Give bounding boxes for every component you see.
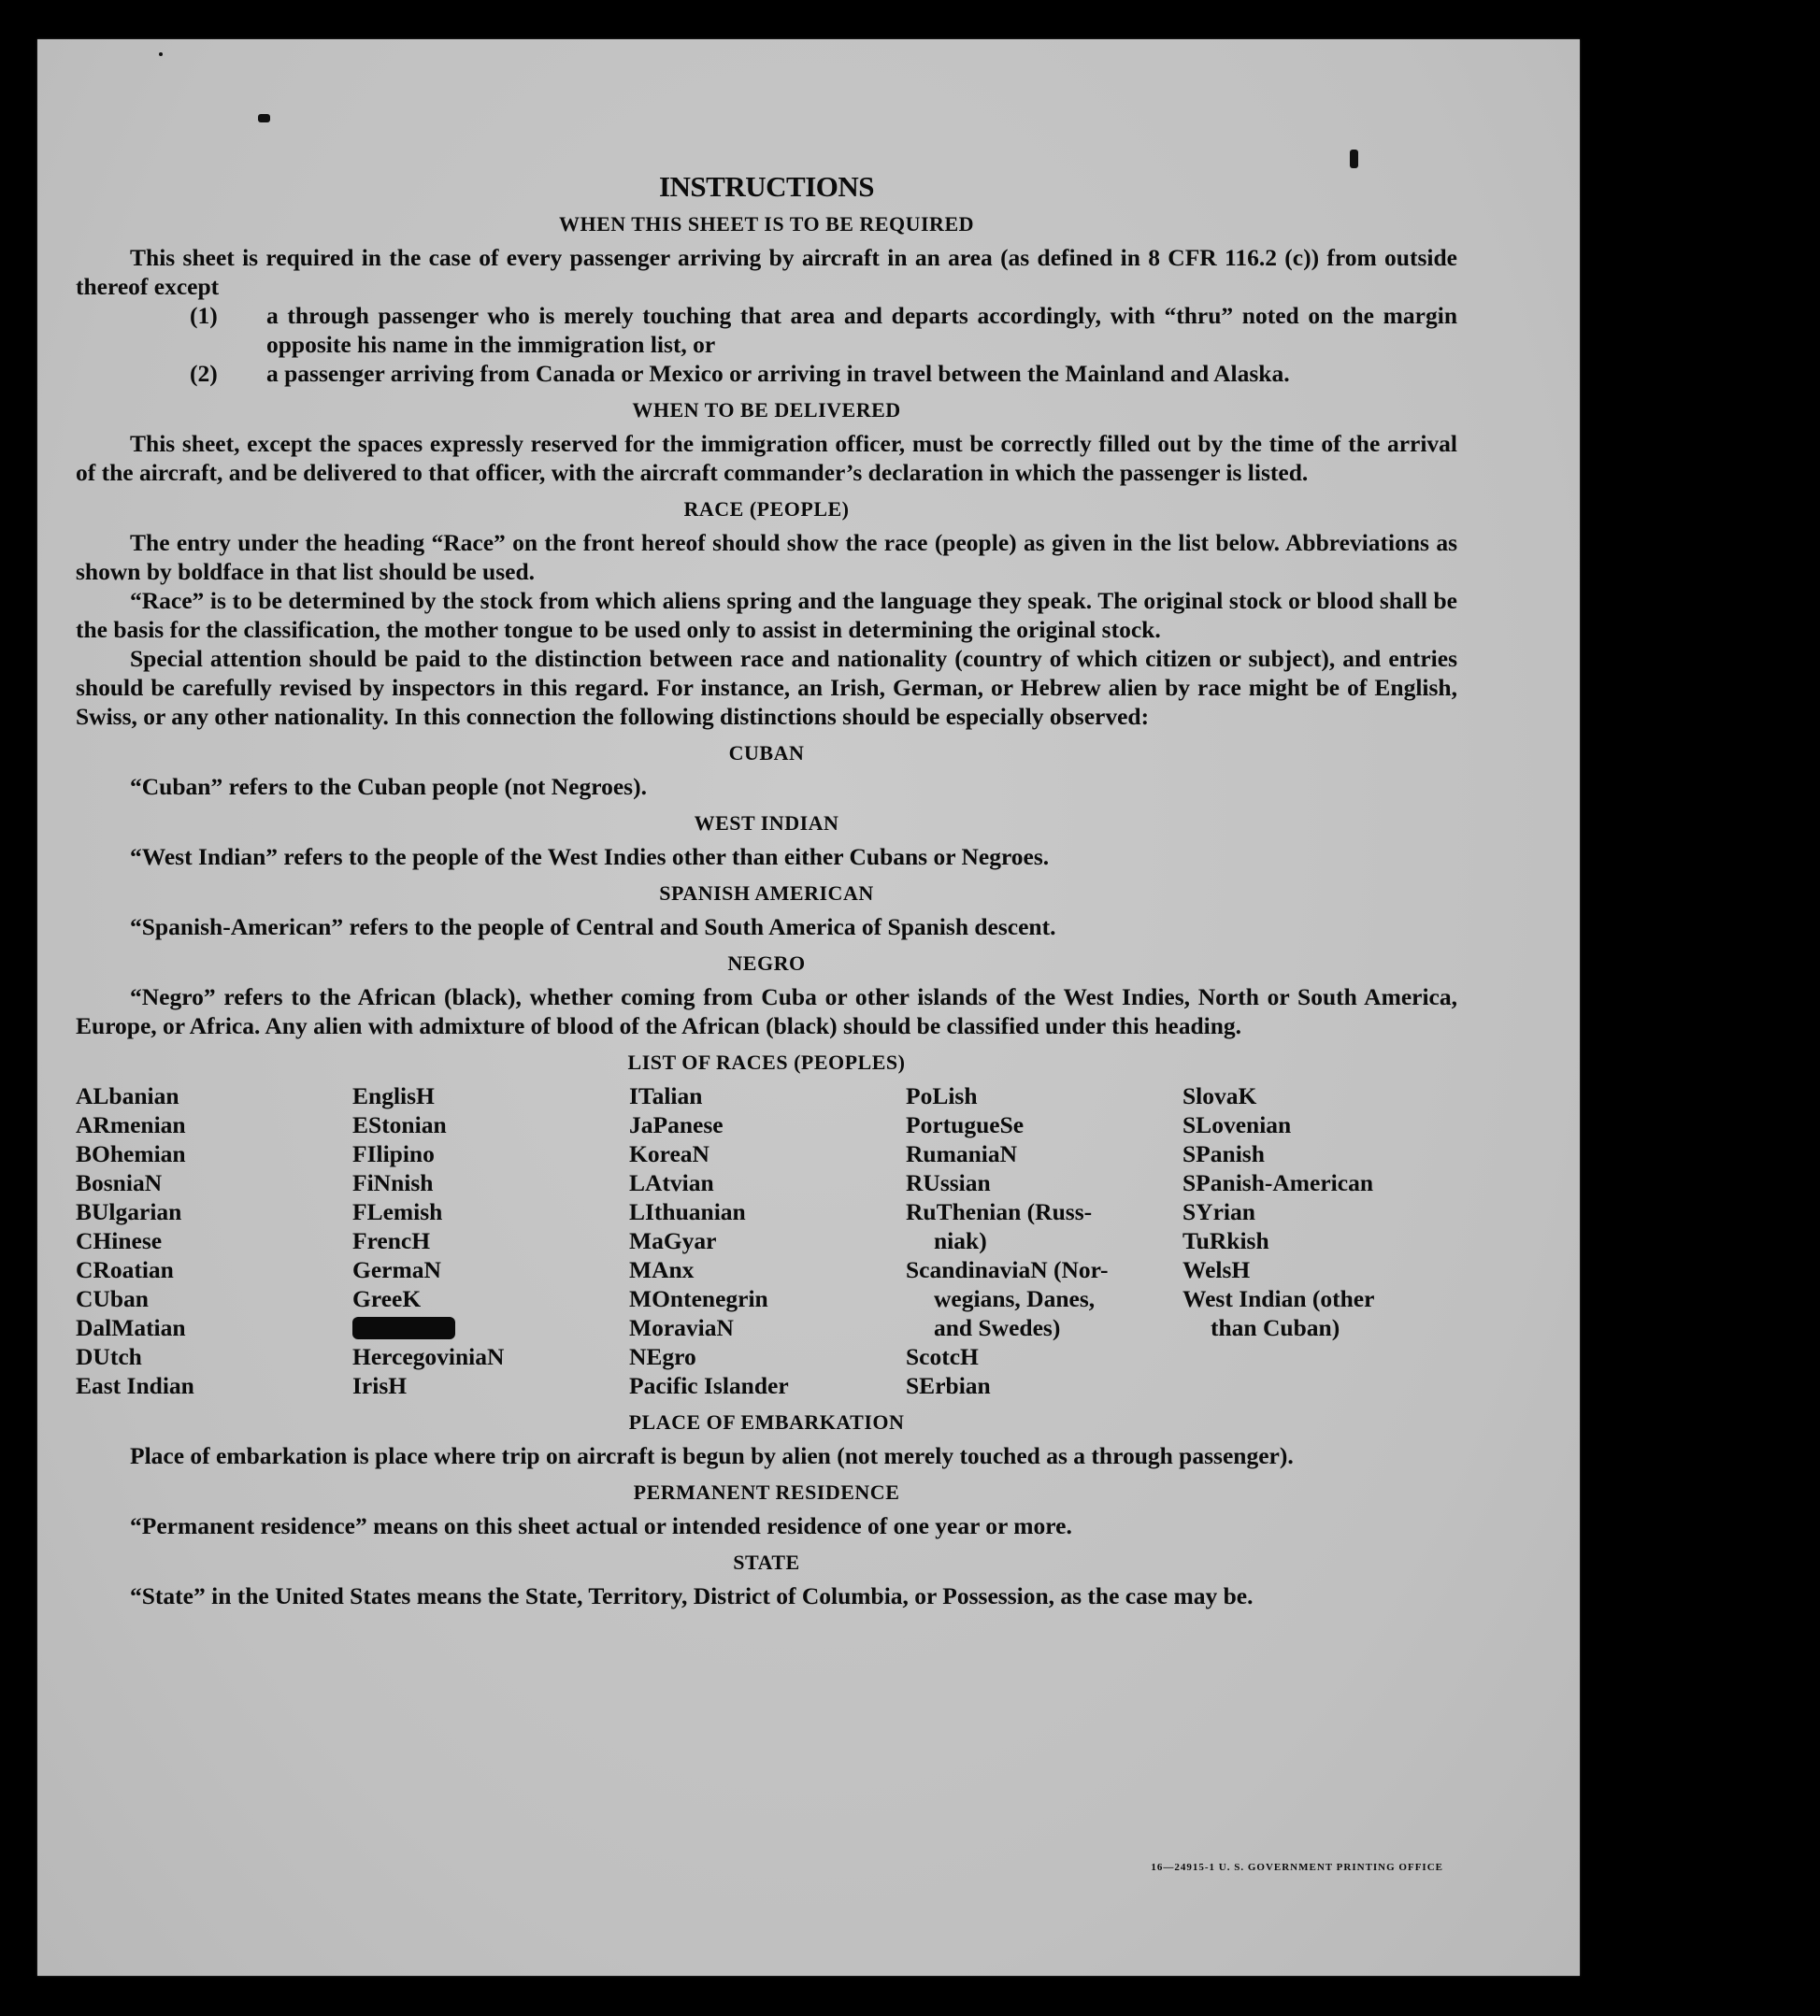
exception-item-1-number: (1): [190, 302, 218, 329]
scan-speck: [159, 52, 163, 56]
embarkation-text: Place of embarkation is place where trip on aircraft is begun by alien (not merely touched as a through passenger).: [130, 1442, 1294, 1469]
list-item: DalMatian: [76, 1314, 186, 1341]
heading-west-indian: WEST INDIAN: [694, 811, 839, 835]
list-item: GreeK: [352, 1285, 422, 1312]
list-item: West Indian (other: [1182, 1285, 1375, 1312]
negro-text: “Negro” refers to the African (black), whether coming from Cuba or other islands of the West Indies, North or South America, Europe, or Africa. Any alien with admixture of blood of the African (black) should be classified under this heading.: [76, 983, 1457, 1039]
list-item: ARmenian: [76, 1111, 186, 1138]
page-title: INSTRUCTIONS: [658, 170, 874, 203]
list-item: LIthuanian: [629, 1198, 746, 1225]
list-item: DUtch: [76, 1343, 142, 1370]
list-item: ITalian: [629, 1082, 703, 1109]
list-item: MOntenegrin: [629, 1285, 768, 1312]
list-item: ScotcH: [906, 1343, 979, 1370]
heading-race: RACE (PEOPLE): [683, 497, 850, 521]
list-item: Pacific Islander: [629, 1372, 789, 1399]
list-item: East Indian: [76, 1372, 194, 1399]
race-column-5: [1182, 1081, 1457, 1400]
list-item: FrencH: [352, 1227, 431, 1254]
heading-permanent-residence: PERMANENT RESIDENCE: [633, 1480, 900, 1504]
list-item: RUssian: [906, 1169, 991, 1196]
list-item: JaPanese: [629, 1111, 724, 1138]
spanish-american-text: “Spanish-American” refers to the people of Central and South America of Spanish descent.: [130, 913, 1056, 940]
exception-item-2-number: (2): [190, 360, 218, 387]
list-item: and Swedes): [934, 1314, 1061, 1341]
race-column-3: [629, 1081, 906, 1400]
list-item: PoLish: [906, 1082, 978, 1109]
list-item: MaGyar: [629, 1227, 717, 1254]
scan-speck: [1350, 150, 1358, 168]
list-item: SPanish: [1182, 1140, 1265, 1167]
list-item: BOhemian: [76, 1140, 186, 1167]
list-item: MAnx: [629, 1256, 695, 1283]
when-delivered-text: This sheet, except the spaces expressly reserved for the immigration officer, must be correctly filled out by the time of the arrival of the aircraft, and be delivered to that officer, with the aircraft commander’s declaration in which the passenger is listed.: [76, 430, 1457, 486]
list-item: GermaN: [352, 1256, 441, 1283]
race-column-1: [76, 1081, 352, 1400]
list-item: HercegoviniaN: [352, 1343, 505, 1370]
list-item: NEgro: [629, 1343, 696, 1370]
heading-when-required: WHEN THIS SHEET IS TO BE REQUIRED: [558, 212, 975, 236]
permanent-residence-text: “Permanent residence” means on this sheet actual or intended residence of one year or more.: [130, 1512, 1072, 1539]
list-item: SLovenian: [1182, 1111, 1292, 1138]
heading-cuban: CUBAN: [728, 741, 805, 765]
list-item: FiNnish: [352, 1169, 434, 1196]
redacted-entry: [352, 1313, 629, 1342]
list-item: ALbanian: [76, 1082, 179, 1109]
list-item: CUban: [76, 1285, 149, 1312]
heading-list-of-races: LIST OF RACES (PEOPLES): [627, 1051, 906, 1074]
list-item: WelsH: [1182, 1256, 1251, 1283]
race-paragraph-3: Special attention should be paid to the distinction between race and nationality (country of which citizen or subject), and entries should be carefully revised by inspectors in this regard. For instance, an Irish, German, or Hebrew alien by race might be of English, Swiss, or any other nationality. In this connection the following distinctions should be especially observed:: [76, 645, 1457, 730]
cuban-text: “Cuban” refers to the Cuban people (not Negroes).: [130, 773, 647, 800]
race-paragraph-1: The entry under the heading “Race” on the front hereof should show the race (people) as given in the list below. Abbreviations as shown by boldface in that list should be used.: [76, 529, 1457, 585]
list-item: EnglisH: [352, 1082, 435, 1109]
heading-negro: NEGRO: [727, 951, 806, 975]
scan-speck: [258, 114, 270, 122]
list-item: RuThenian (Russ-: [906, 1198, 1093, 1225]
document-page: [37, 39, 1580, 1976]
exception-item-1: [76, 301, 1457, 359]
list-item: FLemish: [352, 1198, 443, 1225]
race-column-2: [352, 1081, 629, 1400]
printing-office-code: 16—24915-1 U. S. GOVERNMENT PRINTING OFFICE: [1151, 1862, 1443, 1873]
list-item: RumaniaN: [906, 1140, 1018, 1167]
west-indian-text: “West Indian” refers to the people of the West Indies other than either Cubans or Negroes.: [130, 843, 1050, 870]
list-item: BosniaN: [76, 1169, 163, 1196]
heading-spanish-american: SPANISH AMERICAN: [659, 881, 874, 905]
list-item: niak): [934, 1227, 987, 1254]
list-item: SErbian: [906, 1372, 991, 1399]
list-item: SYrian: [1182, 1198, 1255, 1225]
when-required-intro: This sheet is required in the case of every passenger arriving by aircraft in an area (as defined in 8 CFR 116.2 (c)) from outside thereof except: [76, 244, 1457, 300]
list-item: TuRkish: [1182, 1227, 1269, 1254]
list-item: ScandinaviaN (Nor-: [906, 1256, 1109, 1283]
list-item: than Cuban): [1211, 1314, 1340, 1341]
exception-item-1-text: a through passenger who is merely touching that area and departs accordingly, with “thru” noted on the margin opposite his name in the immigration list, or: [266, 302, 1457, 358]
list-item: wegians, Danes,: [934, 1285, 1096, 1312]
race-column-4: [906, 1081, 1182, 1400]
redaction-mark: [352, 1317, 455, 1339]
race-paragraph-2: “Race” is to be determined by the stock from which aliens spring and the language they speak. The original stock or blood shall be the basis for the classification, the mother tongue to be used only to assist in determining the original stock.: [76, 587, 1457, 643]
race-list: [76, 1081, 1457, 1400]
heading-when-delivered: WHEN TO BE DELIVERED: [632, 398, 901, 422]
heading-state: STATE: [733, 1551, 800, 1574]
list-item: SPanish-American: [1182, 1169, 1373, 1196]
exception-item-2: [76, 359, 1457, 388]
state-text: “State” in the United States means the State, Territory, District of Columbia, or Possession, as the case may be.: [130, 1582, 1254, 1609]
list-item: IrisH: [352, 1372, 408, 1399]
list-item: KoreaN: [629, 1140, 709, 1167]
list-item: BUlgarian: [76, 1198, 182, 1225]
instructions-content: [76, 168, 1457, 1610]
list-item: EStonian: [352, 1111, 447, 1138]
list-item: SlovaK: [1182, 1082, 1257, 1109]
list-item: PortugueSe: [906, 1111, 1025, 1138]
exception-item-2-text: a passenger arriving from Canada or Mexico or arriving in travel between the Mainland and Alaska.: [266, 360, 1290, 387]
list-item: CHinese: [76, 1227, 163, 1254]
list-item: LAtvian: [629, 1169, 714, 1196]
list-item: CRoatian: [76, 1256, 174, 1283]
heading-embarkation: PLACE OF EMBARKATION: [628, 1410, 905, 1434]
list-item: FIlipino: [352, 1140, 435, 1167]
list-item: MoraviaN: [629, 1314, 734, 1341]
